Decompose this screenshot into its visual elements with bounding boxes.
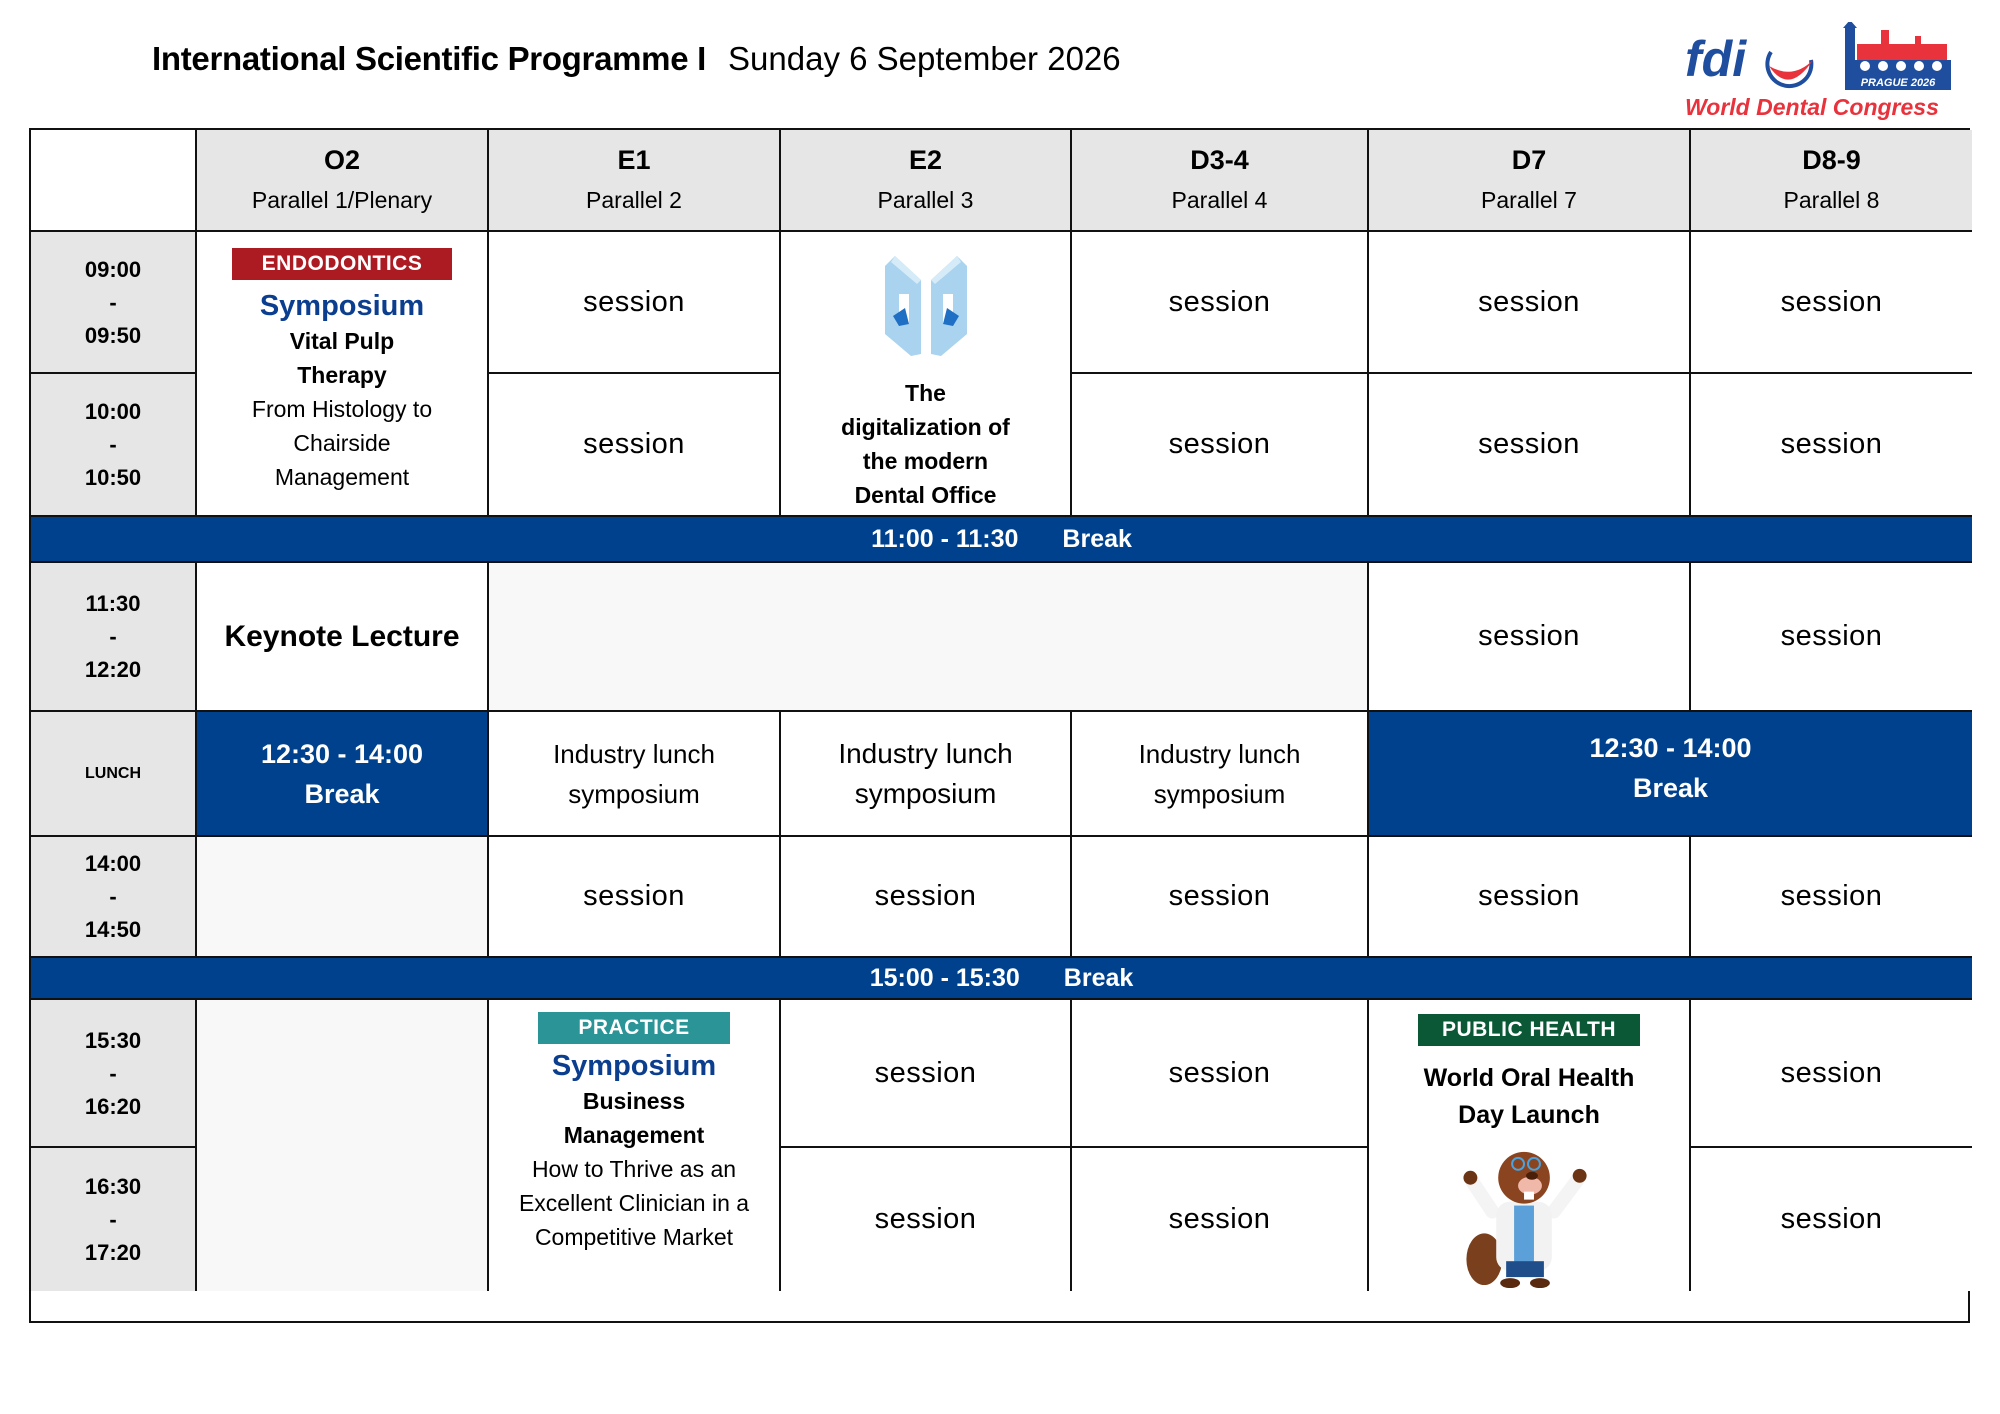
fdi-world-dental-congress-logo — [1685, 22, 1955, 122]
session-title: Vital Pulp — [289, 328, 395, 354]
room-name: E2 — [908, 145, 943, 175]
session-d3-4-1400[interactable]: session — [1072, 837, 1369, 958]
time-start: 16:30 — [84, 1174, 142, 1199]
morning-break-bar — [31, 517, 1972, 563]
session-subtitle: Management — [274, 464, 410, 490]
break-label: Break — [1063, 963, 1134, 992]
public-health-tag: PUBLIC HEALTH — [1418, 1014, 1640, 1046]
time-slot-0900 — [31, 232, 197, 374]
lunch-break-o2 — [197, 712, 489, 837]
session-d8-9-1530[interactable]: session — [1691, 1000, 1972, 1148]
session-title: The — [905, 380, 946, 406]
room-name: E1 — [617, 145, 651, 175]
parallel-label: Parallel 4 — [1171, 187, 1268, 213]
corner-cell — [31, 130, 197, 232]
session-title: Management — [563, 1122, 705, 1148]
column-header-d7 — [1369, 130, 1691, 232]
session-title: digitalization of — [841, 414, 1010, 440]
session-subtitle: Competitive Market — [534, 1224, 734, 1250]
session-d7-1400[interactable]: session — [1369, 837, 1691, 958]
session-e2-1630[interactable]: session — [781, 1148, 1072, 1291]
time-slot-1530 — [31, 1000, 197, 1148]
time-end: 09:50 — [84, 322, 142, 348]
prague-skyline-icon — [1843, 22, 1951, 90]
time-end: 10:50 — [84, 465, 142, 490]
session-e1-1400[interactable]: session — [489, 837, 781, 958]
afternoon-break-bar — [31, 958, 1972, 1000]
parallel-label: Parallel 3 — [877, 187, 974, 213]
programme-date: Sunday 6 September 2026 — [728, 40, 1121, 77]
time-start: 15:30 — [84, 1027, 142, 1053]
session-d7-1130[interactable]: session — [1369, 563, 1691, 712]
empty-slot — [197, 837, 489, 958]
break-time: 12:30 - 14:00 — [260, 738, 424, 769]
column-header-e2 — [781, 130, 1072, 232]
session-subtitle: Excellent Clinician in a — [518, 1190, 750, 1216]
session-e1-1000[interactable]: session — [489, 374, 781, 517]
session-d3-4-1000[interactable]: session — [1072, 374, 1369, 517]
room-name: O2 — [323, 145, 361, 175]
session-subtitle: How to Thrive as an — [531, 1156, 737, 1182]
industry-label: symposium — [1153, 778, 1286, 809]
room-name: D8-9 — [1802, 145, 1861, 175]
break-time: 15:00 - 15:30 — [869, 963, 1020, 992]
industry-lunch-symposium-e2[interactable] — [781, 712, 1072, 837]
session-title: Dental Office — [854, 482, 997, 508]
practice-symposium[interactable] — [489, 1000, 781, 1291]
beaver-mascot-icon — [1454, 1142, 1604, 1291]
break-time: 12:30 - 14:00 — [1589, 732, 1752, 763]
industry-label: Industry lunch — [553, 738, 715, 769]
column-header-d8-9 — [1691, 130, 1972, 232]
lunch-break-d7-d8-9 — [1369, 712, 1972, 837]
parallel-label: Parallel 8 — [1783, 187, 1880, 213]
time-slot-1630 — [31, 1148, 197, 1291]
room-name: D3-4 — [1190, 145, 1249, 175]
session-d8-9-1000[interactable]: session — [1691, 374, 1972, 517]
time-start: 11:30 — [85, 591, 141, 616]
time-start: 14:00 — [84, 851, 142, 876]
time-separator: - — [109, 884, 117, 909]
empty-slot — [197, 1000, 489, 1291]
industry-lunch-symposium-e1[interactable] — [489, 712, 781, 837]
session-subtitle: From Histology to — [251, 396, 433, 422]
session-subtitle: Chairside — [293, 430, 391, 456]
time-end: 16:20 — [84, 1093, 142, 1119]
session-d8-9-1130[interactable]: session — [1691, 563, 1972, 712]
industry-label: symposium — [854, 777, 997, 809]
industry-lunch-symposium-d3-4[interactable] — [1072, 712, 1369, 837]
session-d7-0900[interactable]: session — [1369, 232, 1691, 374]
session-d8-9-0900[interactable]: session — [1691, 232, 1972, 374]
industry-label: Industry lunch — [838, 737, 1013, 769]
keynote-lecture[interactable]: Keynote Lecture — [197, 563, 489, 712]
column-header-o2 — [197, 130, 489, 232]
time-separator: - — [109, 289, 117, 315]
logo-tagline: World Dental Congress — [1685, 94, 1939, 120]
practice-tag: PRACTICE — [538, 1012, 730, 1044]
time-end: 14:50 — [84, 917, 142, 942]
programme-title: International Scientific Programme I — [152, 40, 707, 77]
time-end: 17:20 — [84, 1240, 142, 1265]
session-title: World Oral Health — [1423, 1064, 1635, 1092]
endodontics-symposium[interactable] — [197, 232, 489, 517]
session-e2-1400[interactable]: session — [781, 837, 1072, 958]
symposium-label: Symposium — [551, 1050, 717, 1082]
symposium-label: Symposium — [259, 290, 425, 322]
session-d3-4-0900[interactable]: session — [1072, 232, 1369, 374]
parallel-label: Parallel 2 — [586, 187, 682, 213]
session-title: Therapy — [297, 362, 387, 388]
session-d8-9-1400[interactable]: session — [1691, 837, 1972, 958]
industry-label: Industry lunch — [1138, 738, 1301, 769]
logo-brand-text: fdi — [1685, 31, 1747, 87]
session-e2-1530[interactable]: session — [781, 1000, 1072, 1148]
endodontics-tag: ENDODONTICS — [232, 248, 452, 280]
session-d3-4-1530[interactable]: session — [1072, 1000, 1369, 1148]
time-separator: - — [109, 1060, 117, 1086]
logo-event-badge: PRAGUE 2026 — [1860, 77, 1936, 89]
time-separator: - — [109, 432, 117, 457]
session-d8-9-1630[interactable]: session — [1691, 1148, 1972, 1291]
session-title: Business — [582, 1088, 686, 1114]
time-slot-1130 — [31, 563, 197, 712]
page-title — [152, 40, 1121, 78]
time-separator: - — [109, 624, 117, 649]
digital-office-logo-icon — [881, 254, 971, 358]
session-e1-0900[interactable]: session — [489, 232, 781, 374]
session-d3-4-1630[interactable]: session — [1072, 1148, 1369, 1291]
session-title: the modern — [862, 448, 989, 474]
break-label: Break — [1062, 524, 1132, 553]
digital-dental-office-session[interactable] — [781, 232, 1072, 517]
parallel-label: Parallel 1/Plenary — [251, 187, 433, 213]
empty-slot — [489, 563, 1369, 712]
programme-table — [29, 128, 1970, 1323]
time-end: 12:20 — [84, 657, 142, 682]
parallel-label: Parallel 7 — [1481, 187, 1577, 213]
break-time: 11:00 - 11:30 — [871, 524, 1019, 553]
time-start: 10:00 — [84, 399, 142, 424]
time-separator: - — [109, 1207, 117, 1232]
break-label: Break — [1632, 772, 1709, 803]
public-health-session[interactable] — [1369, 1000, 1691, 1291]
column-header-d3-4 — [1072, 130, 1369, 232]
break-label: Break — [304, 778, 380, 809]
session-d7-1000[interactable]: session — [1369, 374, 1691, 517]
time-start: 09:00 — [84, 256, 142, 282]
time-slot-lunch: LUNCH — [31, 712, 197, 837]
industry-label: symposium — [568, 778, 700, 809]
time-slot-1000 — [31, 374, 197, 517]
room-name: D7 — [1511, 145, 1547, 175]
time-slot-1400 — [31, 837, 197, 958]
session-title: Day Launch — [1458, 1101, 1600, 1129]
column-header-e1 — [489, 130, 781, 232]
fdi-logo-icon — [1685, 22, 1955, 122]
